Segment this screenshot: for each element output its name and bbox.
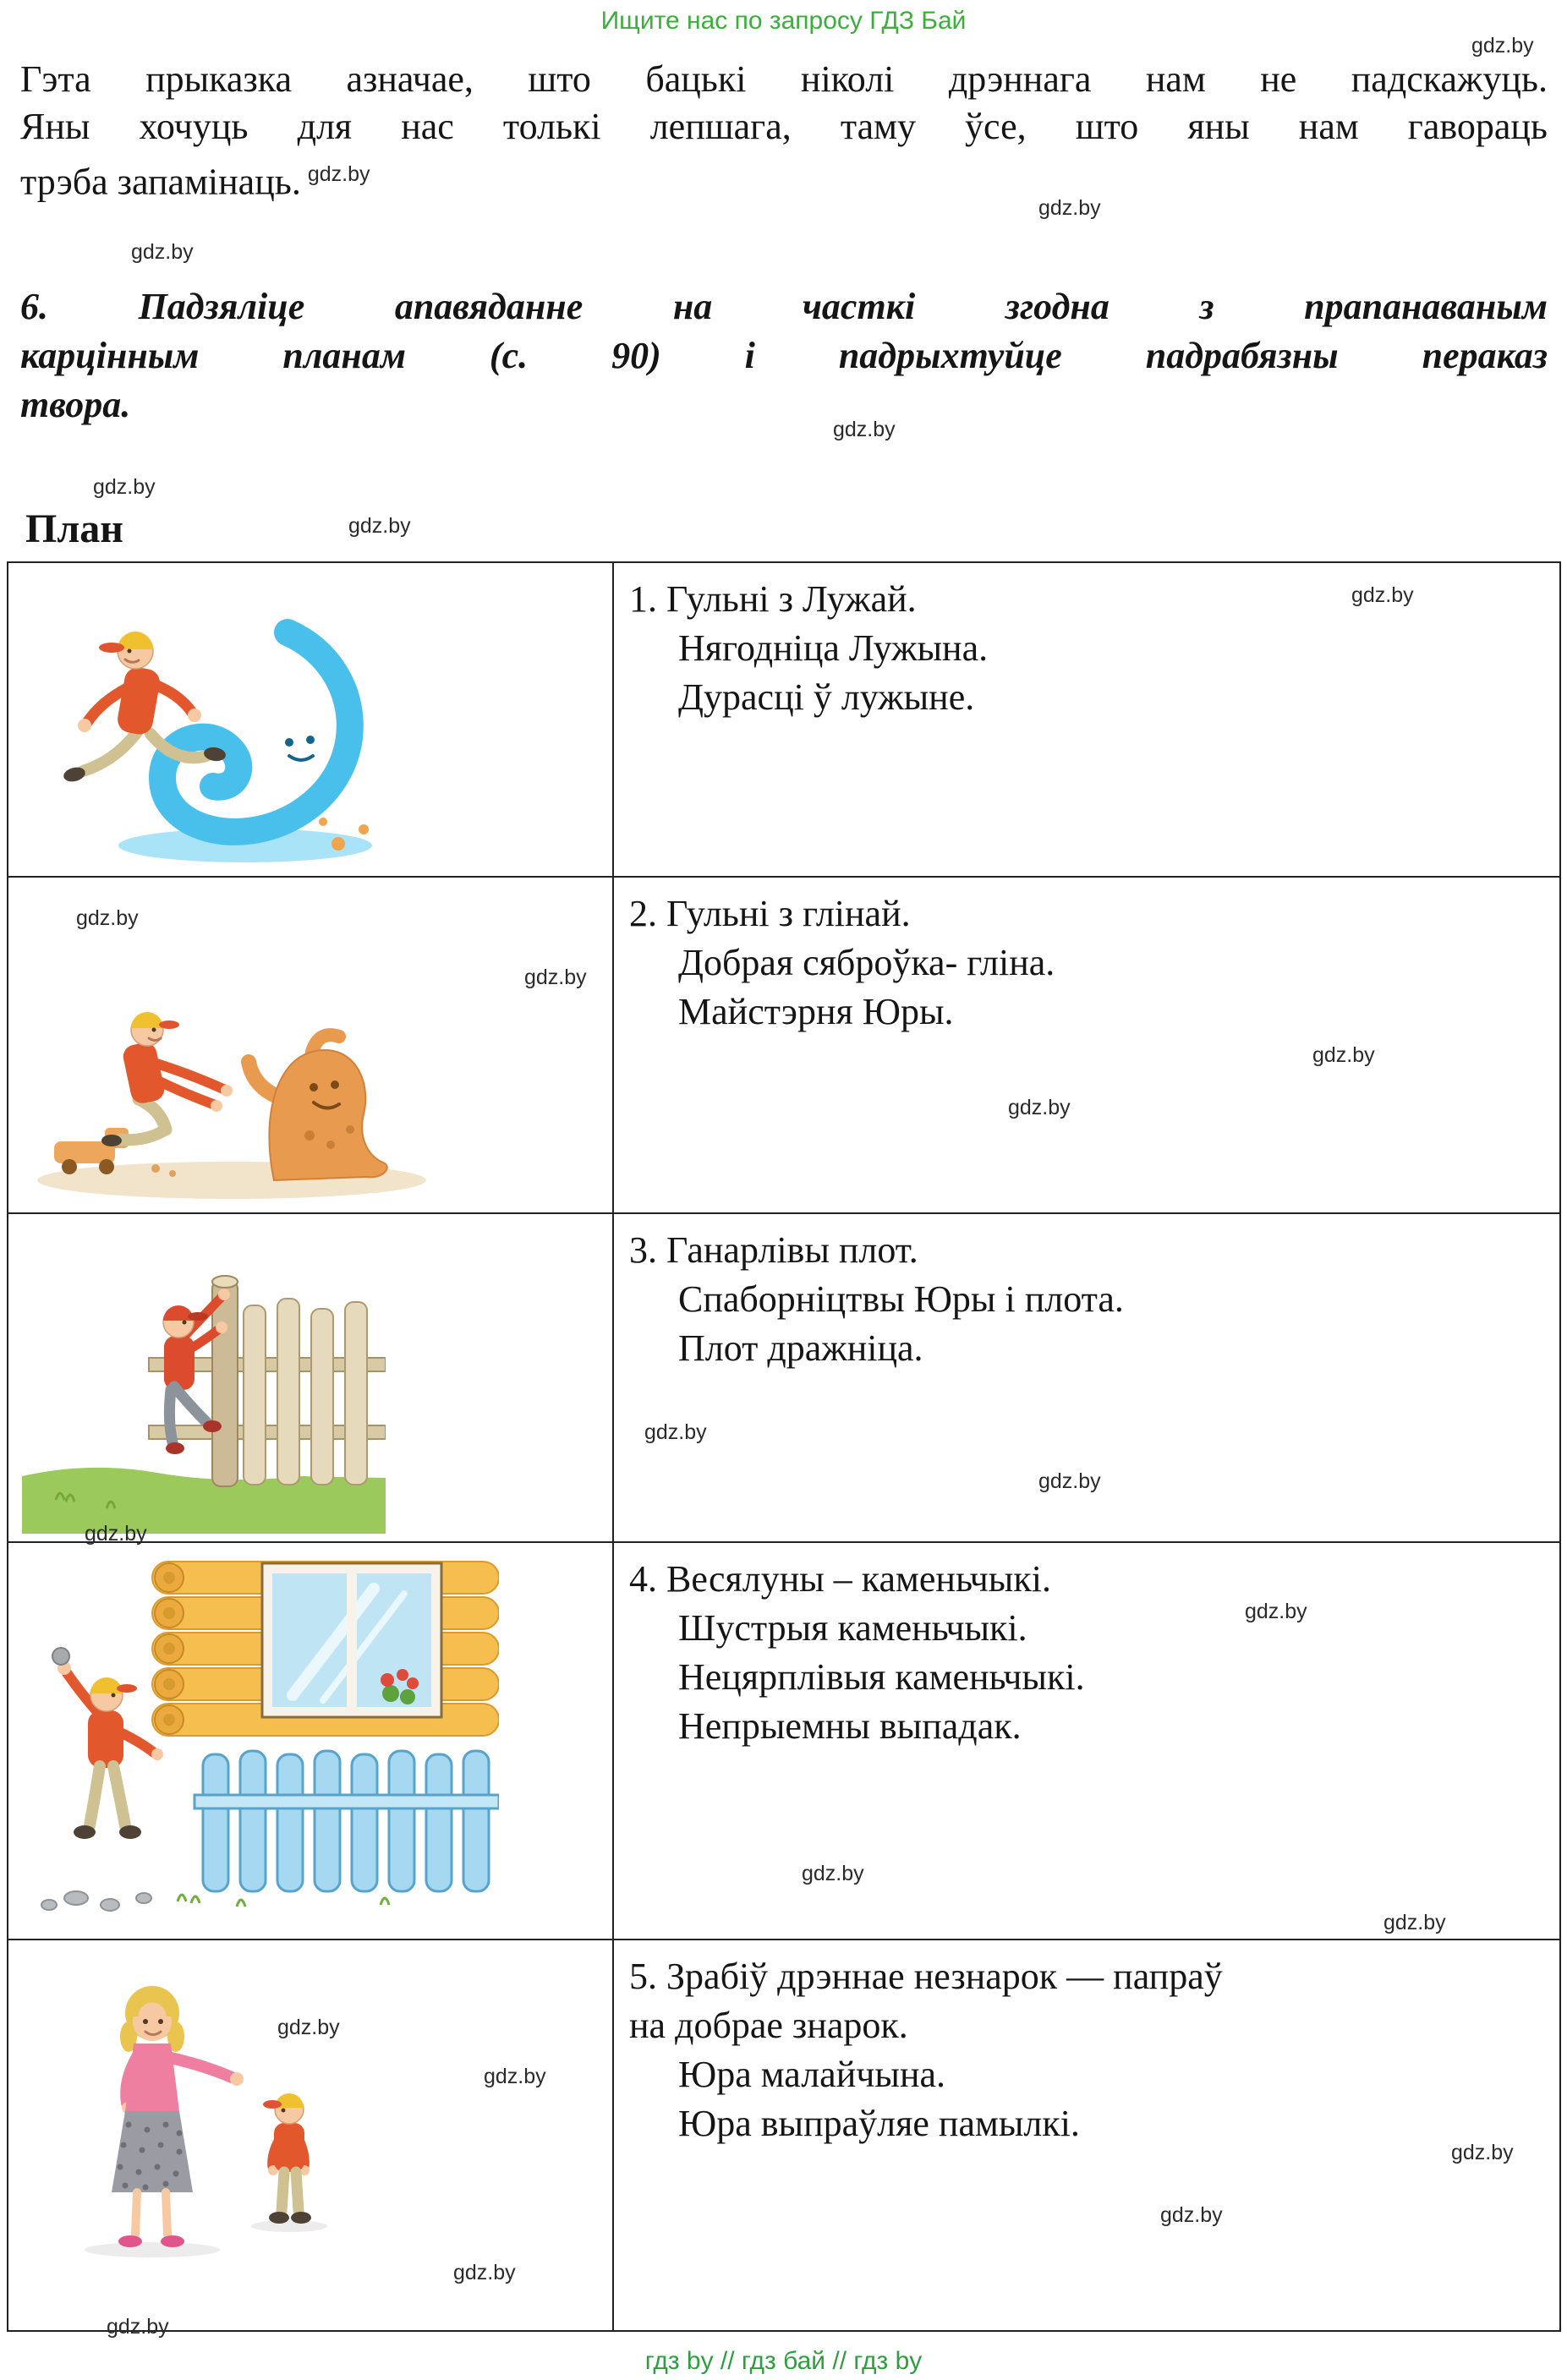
plan-illustration-cell (8, 1543, 614, 1939)
shadow (85, 2242, 220, 2257)
plan-line: Нягодніца Лужына. (678, 627, 989, 669)
gdz-watermark: gdz.by (1312, 1043, 1375, 1067)
plan-illustration-cell (8, 1940, 614, 2330)
gdz-watermark: gdz.by (1471, 34, 1534, 57)
plan-text-cell (614, 563, 1559, 876)
clay-bits (151, 1164, 160, 1173)
plan-text-cell (614, 1543, 1559, 1939)
mother-figure (112, 1986, 244, 2247)
boy-figure (62, 632, 227, 784)
plan-line: Добрая сяброўка- гліна. (678, 942, 1055, 983)
illustration-boy-throwing-stones-near-house (25, 1551, 499, 1923)
intro-paragraph (20, 56, 1548, 206)
illustration-boy-jumping-over-puddle (34, 573, 423, 869)
plan-line: 3. Ганарлівы плот. (629, 1229, 918, 1271)
plan-illustration-cell (8, 563, 614, 876)
plan-line: на добрае знарок. (629, 2005, 908, 2046)
task-6 (20, 282, 1548, 429)
boy-figure (101, 1012, 233, 1146)
plan-row-1 (8, 563, 1559, 876)
intro-line-text: Яны хочуць для нас толькі лепшага, таму ўсе, што яны нам гавораць (20, 106, 1548, 147)
illustration-boy-climbing-wooden-fence (22, 1221, 386, 1534)
stones (41, 1891, 151, 1911)
gdz-watermark: gdz.by (1245, 1600, 1307, 1623)
plan-line: Спаборніцтвы Юры і плота. (678, 1278, 1124, 1320)
intro-line-text: трэба запамінаць. (20, 161, 301, 203)
promo-banner-bottom: гдз by // гдз бай // гдз by (644, 2347, 923, 2375)
gdz-watermark: gdz.by (453, 2261, 516, 2284)
boy-figure (263, 2093, 311, 2224)
gdz-watermark: gdz.by (484, 2065, 546, 2088)
illustration-boy-sculpting-clay-friend (20, 886, 443, 1207)
plan-line: Майстэрня Юры. (678, 991, 954, 1032)
plan-line: 1. Гульні з Лужай. (629, 578, 917, 620)
gdz-watermark: gdz.by (277, 2016, 340, 2039)
clay-bits (169, 1170, 176, 1177)
gdz-watermark: gdz.by (85, 1522, 147, 1546)
promo-banner-top: Ищите нас по запросу ГДЗ Бай (600, 7, 967, 35)
gdz-watermark: gdz.by (1038, 196, 1101, 220)
illustration-mother-talking-with-boy (34, 1949, 389, 2312)
gdz-watermark: gdz.by (644, 1420, 707, 1444)
intro-line-text: Гэта прыказка азначае, што бацькі ніколі дрэннага нам не падскажуць. (20, 58, 1548, 100)
task-line-text: 6. Падзяліце апавяданне на часткі згодна з прапанаваным (20, 286, 1548, 327)
plan-title: План (25, 506, 123, 551)
gdz-watermark: gdz.by (802, 1862, 864, 1885)
intro-line (20, 150, 1548, 206)
task-line (20, 331, 1548, 380)
plan-illustration-cell (8, 1214, 614, 1541)
task-line-text: карцінным планам (с. 90) і падрыхтуйце падрабязны пераказ (20, 335, 1548, 376)
task-line (20, 380, 1548, 429)
clay-creature (249, 1035, 387, 1180)
gdz-watermark: gdz.by (76, 906, 139, 930)
gdz-watermark: gdz.by (1160, 2203, 1223, 2227)
plan-text-cell (614, 1940, 1559, 2330)
gdz-watermark: gdz.by (1008, 1096, 1071, 1119)
plan-row-5 (8, 1939, 1559, 2330)
gdz-watermark: gdz.by (307, 162, 370, 186)
task-line-text: твора. (20, 384, 131, 425)
plan-row-4 (8, 1541, 1559, 1939)
plan-line: Юра малайчына. (678, 2054, 946, 2095)
shadow (251, 2220, 327, 2232)
plan-line: 2. Гульні з глінай. (629, 893, 911, 934)
plan-line: Юра выпраўляе памылкі. (678, 2103, 1080, 2144)
plan-line: Дурасці ў лужыне. (678, 676, 975, 718)
plan-line: Шустрыя каменьчыкі. (678, 1607, 1027, 1649)
plan-row-3 (8, 1212, 1559, 1541)
plan-table (7, 561, 1561, 2332)
gdz-watermark: gdz.by (524, 966, 587, 989)
gdz-watermark: gdz.by (1038, 1469, 1101, 1493)
window (262, 1563, 441, 1717)
plan-line: Нецярплівыя каменьчыкі. (678, 1656, 1085, 1698)
gdz-watermark: gdz.by (1383, 1911, 1446, 1934)
plan-line: 5. Зрабіў дрэннае незнарок — папраў (629, 1956, 1223, 1997)
gdz-watermark: gdz.by (131, 240, 194, 264)
task-line (20, 282, 1548, 331)
gdz-watermark: gdz.by (93, 475, 156, 499)
plan-line: 4. Весялуны – каменьчыкі. (629, 1558, 1051, 1600)
plan-line: Плот дражніца. (678, 1327, 923, 1369)
grass-tufts (178, 1895, 389, 1907)
blue-picket-fence (195, 1751, 499, 1891)
gdz-watermark: gdz.by (1451, 2141, 1514, 2164)
gdz-watermark: gdz.by (348, 514, 411, 538)
plan-text-cell (614, 878, 1559, 1212)
gdz-watermark: gdz.by (1351, 583, 1414, 607)
gdz-watermark: gdz.by (107, 2315, 169, 2339)
intro-line (20, 56, 1548, 103)
plan-line: Непрыемны выпадак. (678, 1705, 1022, 1747)
boy-figure (52, 1648, 163, 1839)
intro-line (20, 103, 1548, 150)
gdz-watermark: gdz.by (833, 418, 896, 441)
